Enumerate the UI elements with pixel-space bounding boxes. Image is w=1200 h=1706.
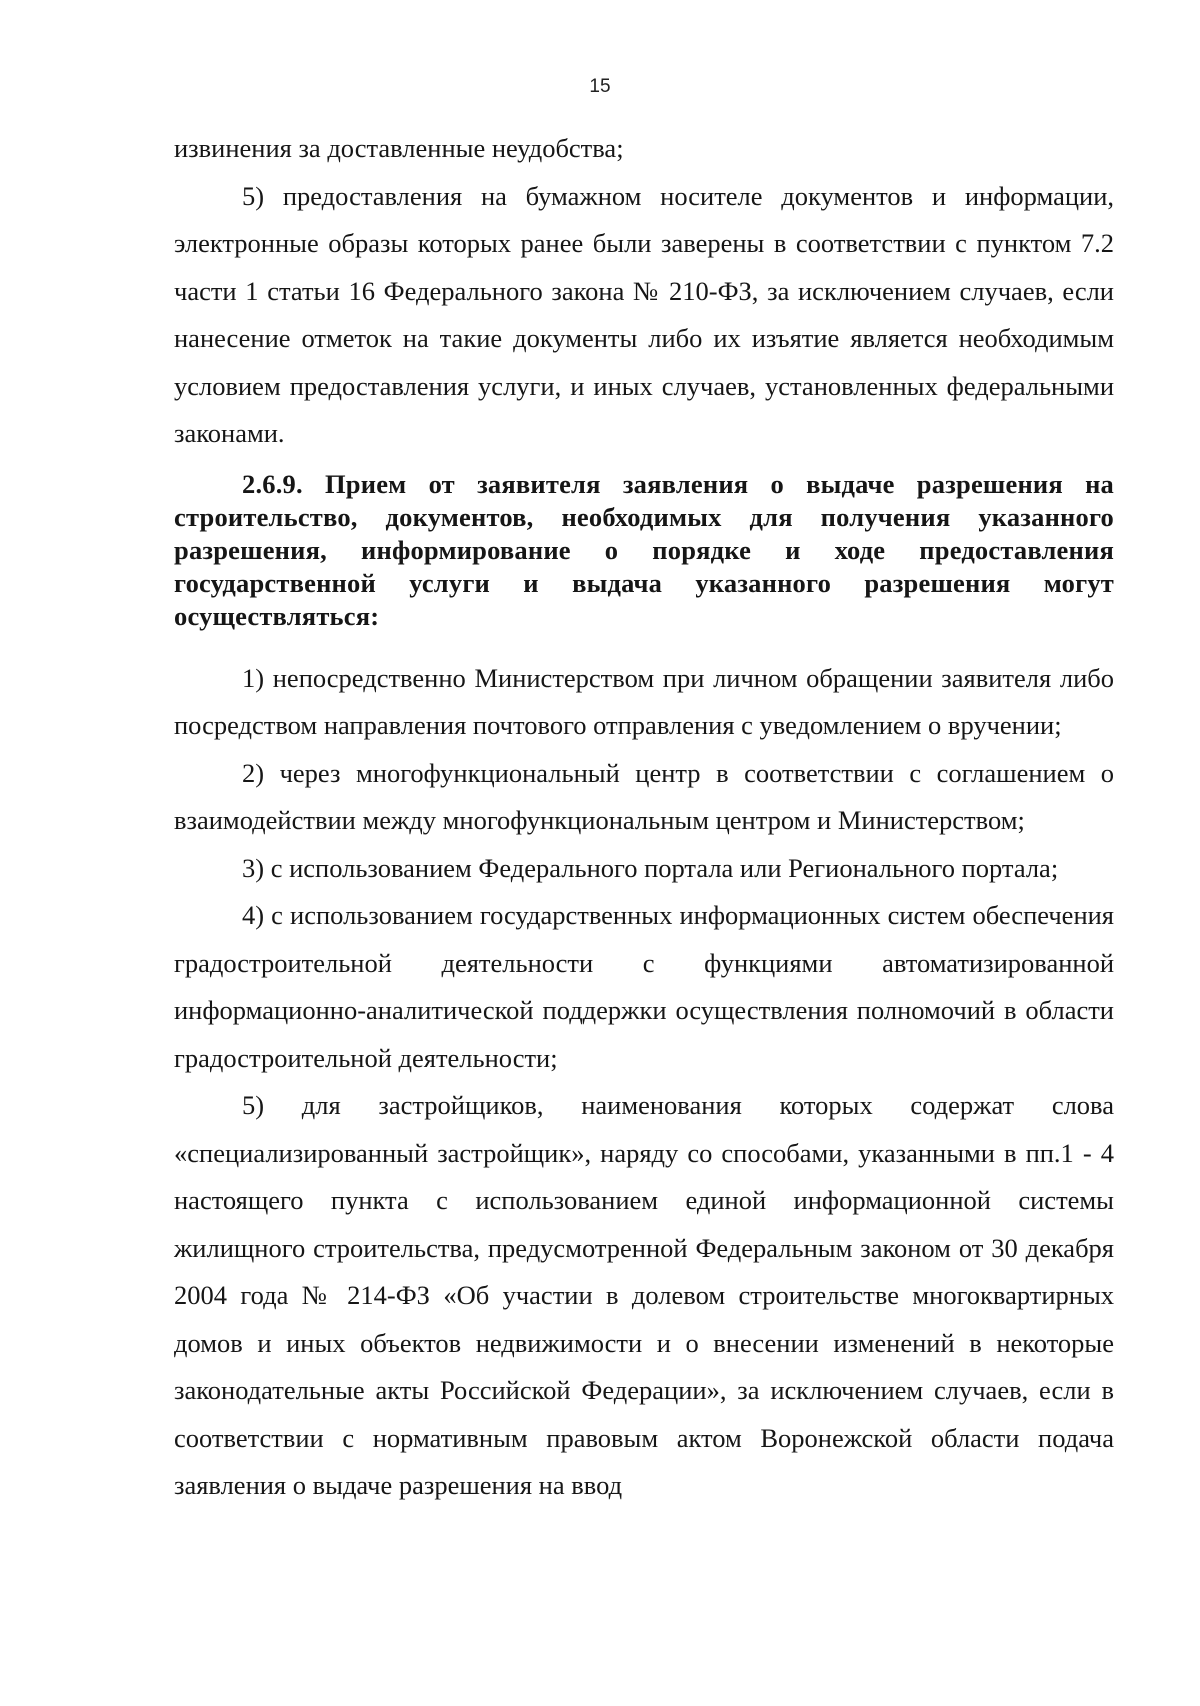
document-body xyxy=(174,125,1114,1510)
paragraph-continuation: извинения за доставленные неудобства; xyxy=(174,133,624,163)
page-number: 15 xyxy=(589,76,611,97)
list-item-3: 3) с использованием Федерального портала или Регионального портала; xyxy=(242,852,1059,883)
list-item-1: 1) непосредственно Министерством при личном обращении заявителя либо посредством направления почтового отправления с уведомлением о вручении; xyxy=(174,662,1114,740)
section-heading-2-6-9: 2.6.9. Прием от заявителя заявления о выдаче разрешения на строительство, документов, необходимых для получения указанного разрешения, информирование о порядке и ходе предоставления государственной услуги и выдача указанного разрешения могут осуществляться: xyxy=(174,468,1114,631)
paragraph-item-5-documents: 5) предоставления на бумажном носителе документов и информации, электронные образы которых ранее были заверены в соответствии с пунктом 7.2 части 1 статьи 16 Федерального закона № 210-ФЗ, за исключением случаев, если нанесение отметок на такие документы либо их изъятие является необходимым условием предоставления услуги, и иных случаев, установленных федеральными законами. xyxy=(174,180,1114,448)
list-item-5: 5) для застройщиков, наименования которых содержат слова «специализированный застройщик», наряду со способами, указанными в пп.1 - 4 настоящего пункта с использованием единой информационной системы жилищного строительства, предусмотренной Федеральным законом от 30 декабря 2004 года № 214-ФЗ «Об участии в долевом строительстве многоквартирных домов и иных объектов недвижимости и о внесении изменений в некоторые законодательные акты Российской Федерации», за исключением случаев, если в соответствии с нормативным правовым актом Воронежской области подача заявления о выдаче разрешения на ввод xyxy=(174,1090,1114,1500)
spacer xyxy=(174,458,1114,462)
list-item-4: 4) с использованием государственных информационных систем обеспечения градостроительной деятельности с функциями автоматизированной информационно-аналитической поддержки осуществления полномочий в области градостроительной деятельности; xyxy=(174,900,1114,1073)
list-item-2: 2) через многофункциональный центр в соответствии с соглашением о взаимодействии между многофункциональным центром и Министерством; xyxy=(174,757,1114,835)
